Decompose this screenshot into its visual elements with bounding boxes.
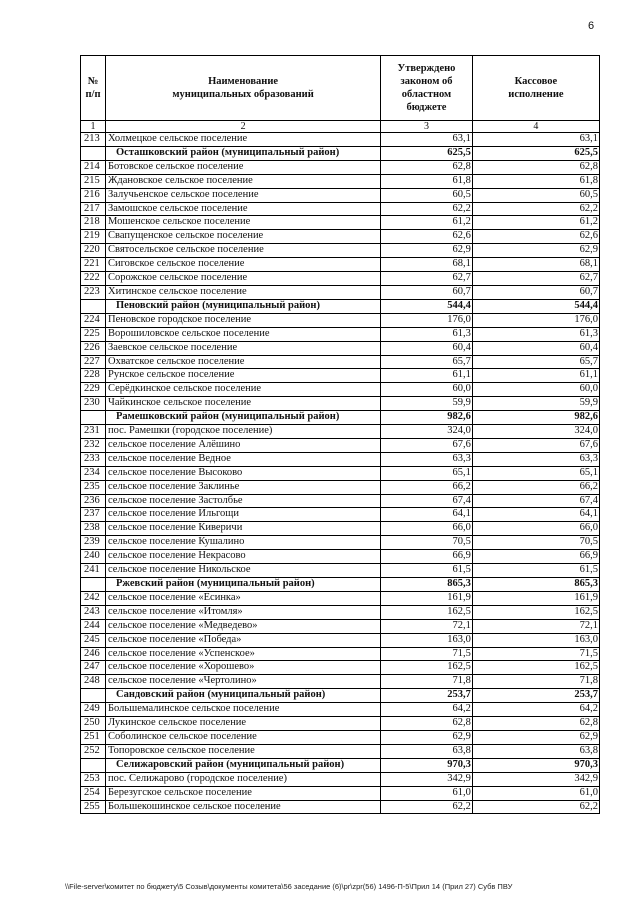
municipality-name: Топоровское сельское поселение [106, 744, 381, 758]
municipality-name: сельское поселение Высоково [106, 466, 381, 480]
approved-amount: 61,8 [381, 174, 473, 188]
row-number [81, 411, 106, 425]
approved-amount: 982,6 [381, 411, 473, 425]
approved-amount: 65,7 [381, 355, 473, 369]
table-row [81, 285, 600, 299]
table-row [81, 397, 600, 411]
table-row [81, 230, 600, 244]
table-row [81, 425, 600, 439]
table-row [81, 133, 600, 147]
municipality-name: Ржевский район (муниципальный район) [106, 578, 381, 592]
row-number: 245 [81, 633, 106, 647]
executed-amount: 67,4 [472, 494, 599, 508]
table-row [81, 174, 600, 188]
approved-amount: 865,3 [381, 578, 473, 592]
page-number: 6 [588, 20, 595, 32]
executed-amount: 62,6 [472, 230, 599, 244]
row-number: 255 [81, 800, 106, 814]
district-row [81, 689, 600, 703]
approved-amount: 162,5 [381, 605, 473, 619]
executed-amount: 161,9 [472, 591, 599, 605]
table-row [81, 494, 600, 508]
executed-amount: 62,7 [472, 272, 599, 286]
executed-amount: 625,5 [472, 146, 599, 160]
municipality-name: сельское поселение «Успенское» [106, 647, 381, 661]
table-row [81, 730, 600, 744]
table-row [81, 355, 600, 369]
row-number: 253 [81, 772, 106, 786]
executed-amount: 63,1 [472, 133, 599, 147]
table-row [81, 772, 600, 786]
table-row [81, 591, 600, 605]
executed-amount: 62,9 [472, 730, 599, 744]
approved-amount: 61,2 [381, 216, 473, 230]
municipality-name: сельское поселение Некрасово [106, 550, 381, 564]
row-number: 223 [81, 285, 106, 299]
row-number: 250 [81, 717, 106, 731]
row-number: 216 [81, 188, 106, 202]
municipality-name: Серёдкинское сельское поселение [106, 383, 381, 397]
table-row [81, 605, 600, 619]
municipality-name: Замошское сельское поселение [106, 202, 381, 216]
approved-amount: 60,7 [381, 285, 473, 299]
executed-amount: 64,1 [472, 508, 599, 522]
approved-amount: 66,0 [381, 522, 473, 536]
approved-amount: 253,7 [381, 689, 473, 703]
approved-amount: 324,0 [381, 425, 473, 439]
row-number: 248 [81, 675, 106, 689]
table-row [81, 744, 600, 758]
approved-amount: 62,9 [381, 730, 473, 744]
municipality-name: Рамешковский район (муниципальный район) [106, 411, 381, 425]
municipality-name: сельское поселение Киверичи [106, 522, 381, 536]
budget-table [80, 55, 600, 814]
municipality-name: сельское поселение Кушалино [106, 536, 381, 550]
row-number: 235 [81, 480, 106, 494]
row-number: 247 [81, 661, 106, 675]
table-row [81, 466, 600, 480]
row-number: 222 [81, 272, 106, 286]
table-row [81, 661, 600, 675]
table-row [81, 452, 600, 466]
executed-amount: 62,8 [472, 717, 599, 731]
row-number [81, 689, 106, 703]
table-row [81, 786, 600, 800]
approved-amount: 63,3 [381, 452, 473, 466]
executed-amount: 71,5 [472, 647, 599, 661]
row-number: 228 [81, 369, 106, 383]
executed-amount: 59,9 [472, 397, 599, 411]
approved-amount: 62,7 [381, 272, 473, 286]
column-index: 2 [106, 121, 381, 133]
approved-amount: 61,1 [381, 369, 473, 383]
row-number: 254 [81, 786, 106, 800]
municipality-name: сельское поселение Никольское [106, 564, 381, 578]
row-number: 215 [81, 174, 106, 188]
municipality-name: сельское поселение «Итомля» [106, 605, 381, 619]
municipality-name: Свапущенское сельское поселение [106, 230, 381, 244]
executed-amount: 60,7 [472, 285, 599, 299]
municipality-name: Заевское сельское поселение [106, 341, 381, 355]
file-path-footer: \\File-server\комитет по бюджету\5 Созыв\документы комитета\56 заседание (6)\pr\zpr(56) 1496-П-5\Прил 14 (Прил 27) Субв ПВУ [65, 882, 513, 891]
table-row [81, 522, 600, 536]
table-row [81, 703, 600, 717]
header-num: № п/п [81, 56, 106, 121]
municipality-name: Сандовский район (муниципальный район) [106, 689, 381, 703]
approved-amount: 62,9 [381, 244, 473, 258]
executed-amount: 60,5 [472, 188, 599, 202]
municipality-name: Ботовское сельское поселение [106, 160, 381, 174]
executed-amount: 865,3 [472, 578, 599, 592]
executed-amount: 61,0 [472, 786, 599, 800]
table-row [81, 341, 600, 355]
executed-amount: 62,9 [472, 244, 599, 258]
approved-amount: 71,5 [381, 647, 473, 661]
municipality-name: Чайкинское сельское поселение [106, 397, 381, 411]
district-row [81, 758, 600, 772]
table-row [81, 508, 600, 522]
table-row [81, 216, 600, 230]
executed-amount: 63,3 [472, 452, 599, 466]
executed-amount: 163,0 [472, 633, 599, 647]
executed-amount: 66,9 [472, 550, 599, 564]
executed-amount: 970,3 [472, 758, 599, 772]
municipality-name: Холмецкое сельское поселение [106, 133, 381, 147]
executed-amount: 64,2 [472, 703, 599, 717]
row-number: 230 [81, 397, 106, 411]
approved-amount: 63,8 [381, 744, 473, 758]
executed-amount: 61,8 [472, 174, 599, 188]
municipality-name: сельское поселение «Есинка» [106, 591, 381, 605]
executed-amount: 66,2 [472, 480, 599, 494]
row-number: 236 [81, 494, 106, 508]
row-number: 242 [81, 591, 106, 605]
municipality-name: сельское поселение Ведное [106, 452, 381, 466]
municipality-name: Святосельское сельское поселение [106, 244, 381, 258]
executed-amount: 70,5 [472, 536, 599, 550]
row-number: 224 [81, 313, 106, 327]
table-row [81, 327, 600, 341]
approved-amount: 64,2 [381, 703, 473, 717]
row-number: 227 [81, 355, 106, 369]
executed-amount: 62,2 [472, 800, 599, 814]
row-number: 225 [81, 327, 106, 341]
table-row [81, 188, 600, 202]
municipality-name: Пеновский район (муниципальный район) [106, 299, 381, 313]
table-row [81, 369, 600, 383]
approved-amount: 68,1 [381, 258, 473, 272]
table-row [81, 202, 600, 216]
municipality-name: Ждановское сельское поселение [106, 174, 381, 188]
municipality-name: Лукинское сельское поселение [106, 717, 381, 731]
row-number [81, 578, 106, 592]
table-row [81, 272, 600, 286]
executed-amount: 253,7 [472, 689, 599, 703]
municipality-name: Селижаровский район (муниципальный район) [106, 758, 381, 772]
column-index-row [81, 121, 600, 133]
row-number: 243 [81, 605, 106, 619]
row-number: 213 [81, 133, 106, 147]
approved-amount: 70,5 [381, 536, 473, 550]
row-number: 239 [81, 536, 106, 550]
table-row [81, 564, 600, 578]
municipality-name: сельское поселение Алёшино [106, 438, 381, 452]
approved-amount: 61,3 [381, 327, 473, 341]
municipality-name: сельское поселение «Чертолино» [106, 675, 381, 689]
municipality-name: Соболинское сельское поселение [106, 730, 381, 744]
executed-amount: 71,8 [472, 675, 599, 689]
approved-amount: 66,9 [381, 550, 473, 564]
district-row [81, 578, 600, 592]
row-number: 229 [81, 383, 106, 397]
approved-amount: 62,2 [381, 800, 473, 814]
table-body [81, 133, 600, 814]
row-number: 244 [81, 619, 106, 633]
executed-amount: 61,1 [472, 369, 599, 383]
district-row [81, 299, 600, 313]
row-number: 221 [81, 258, 106, 272]
table-row [81, 480, 600, 494]
row-number [81, 146, 106, 160]
municipality-name: Хитинское сельское поселение [106, 285, 381, 299]
approved-amount: 71,8 [381, 675, 473, 689]
table-row [81, 536, 600, 550]
column-index: 1 [81, 121, 106, 133]
executed-amount: 342,9 [472, 772, 599, 786]
municipality-name: Березугское сельское поселение [106, 786, 381, 800]
table-row [81, 160, 600, 174]
municipality-name: сельское поселение «Хорошево» [106, 661, 381, 675]
row-number: 252 [81, 744, 106, 758]
executed-amount: 62,2 [472, 202, 599, 216]
table-row [81, 244, 600, 258]
table-row [81, 717, 600, 731]
executed-amount: 60,0 [472, 383, 599, 397]
executed-amount: 544,4 [472, 299, 599, 313]
table-row [81, 619, 600, 633]
row-number: 246 [81, 647, 106, 661]
district-row [81, 411, 600, 425]
approved-amount: 970,3 [381, 758, 473, 772]
approved-amount: 163,0 [381, 633, 473, 647]
header-executed: Кассовое исполнение [472, 56, 599, 121]
row-number: 218 [81, 216, 106, 230]
row-number: 240 [81, 550, 106, 564]
approved-amount: 62,6 [381, 230, 473, 244]
row-number: 241 [81, 564, 106, 578]
table-row [81, 675, 600, 689]
approved-amount: 625,5 [381, 146, 473, 160]
approved-amount: 61,0 [381, 786, 473, 800]
row-number: 234 [81, 466, 106, 480]
approved-amount: 67,4 [381, 494, 473, 508]
municipality-name: пос. Селижарово (городское поселение) [106, 772, 381, 786]
approved-amount: 60,4 [381, 341, 473, 355]
approved-amount: 62,8 [381, 717, 473, 731]
executed-amount: 176,0 [472, 313, 599, 327]
table-row [81, 438, 600, 452]
executed-amount: 67,6 [472, 438, 599, 452]
district-row [81, 146, 600, 160]
row-number: 214 [81, 160, 106, 174]
municipality-name: Рунское сельское поселение [106, 369, 381, 383]
table-row [81, 313, 600, 327]
executed-amount: 162,5 [472, 661, 599, 675]
approved-amount: 59,9 [381, 397, 473, 411]
executed-amount: 62,8 [472, 160, 599, 174]
row-number: 237 [81, 508, 106, 522]
municipality-name: сельское поселение Заклинье [106, 480, 381, 494]
municipality-name: Залучьенское сельское поселение [106, 188, 381, 202]
executed-amount: 68,1 [472, 258, 599, 272]
municipality-name: сельское поселение Застолбье [106, 494, 381, 508]
approved-amount: 544,4 [381, 299, 473, 313]
column-index: 4 [472, 121, 599, 133]
executed-amount: 982,6 [472, 411, 599, 425]
executed-amount: 72,1 [472, 619, 599, 633]
approved-amount: 62,2 [381, 202, 473, 216]
table-row [81, 647, 600, 661]
executed-amount: 60,4 [472, 341, 599, 355]
executed-amount: 324,0 [472, 425, 599, 439]
column-index: 3 [381, 121, 473, 133]
row-number: 220 [81, 244, 106, 258]
approved-amount: 66,2 [381, 480, 473, 494]
header-approved: Утверждено законом об областном бюджете [381, 56, 473, 121]
executed-amount: 162,5 [472, 605, 599, 619]
approved-amount: 63,1 [381, 133, 473, 147]
table-row [81, 550, 600, 564]
approved-amount: 161,9 [381, 591, 473, 605]
municipality-name: Большемалинское сельское поселение [106, 703, 381, 717]
municipality-name: Пеновское городское поселение [106, 313, 381, 327]
table-row [81, 383, 600, 397]
table-row [81, 800, 600, 814]
municipality-name: сельское поселение «Победа» [106, 633, 381, 647]
approved-amount: 67,6 [381, 438, 473, 452]
row-number: 217 [81, 202, 106, 216]
row-number: 232 [81, 438, 106, 452]
municipality-name: Сорожское сельское поселение [106, 272, 381, 286]
approved-amount: 64,1 [381, 508, 473, 522]
row-number: 219 [81, 230, 106, 244]
header-row [81, 56, 600, 121]
approved-amount: 61,5 [381, 564, 473, 578]
row-number [81, 758, 106, 772]
approved-amount: 60,5 [381, 188, 473, 202]
row-number: 249 [81, 703, 106, 717]
executed-amount: 61,3 [472, 327, 599, 341]
header-name: Наименование муниципальных образований [106, 56, 381, 121]
municipality-name: Ворошиловское сельское поселение [106, 327, 381, 341]
executed-amount: 65,1 [472, 466, 599, 480]
executed-amount: 61,5 [472, 564, 599, 578]
municipality-name: Сиговское сельское поселение [106, 258, 381, 272]
row-number: 226 [81, 341, 106, 355]
approved-amount: 72,1 [381, 619, 473, 633]
approved-amount: 162,5 [381, 661, 473, 675]
municipality-name: Мошенское сельское поселение [106, 216, 381, 230]
municipality-name: Большекошинское сельское поселение [106, 800, 381, 814]
approved-amount: 342,9 [381, 772, 473, 786]
row-number: 251 [81, 730, 106, 744]
municipality-name: Охватское сельское поселение [106, 355, 381, 369]
row-number: 233 [81, 452, 106, 466]
table-row [81, 633, 600, 647]
row-number: 238 [81, 522, 106, 536]
approved-amount: 62,8 [381, 160, 473, 174]
municipality-name: сельское поселение «Медведево» [106, 619, 381, 633]
approved-amount: 60,0 [381, 383, 473, 397]
approved-amount: 176,0 [381, 313, 473, 327]
municipality-name: пос. Рамешки (городское поселение) [106, 425, 381, 439]
row-number: 231 [81, 425, 106, 439]
executed-amount: 61,2 [472, 216, 599, 230]
municipality-name: сельское поселение Ильгощи [106, 508, 381, 522]
municipality-name: Осташковский район (муниципальный район) [106, 146, 381, 160]
executed-amount: 63,8 [472, 744, 599, 758]
approved-amount: 65,1 [381, 466, 473, 480]
row-number [81, 299, 106, 313]
executed-amount: 66,0 [472, 522, 599, 536]
table-row [81, 258, 600, 272]
executed-amount: 65,7 [472, 355, 599, 369]
